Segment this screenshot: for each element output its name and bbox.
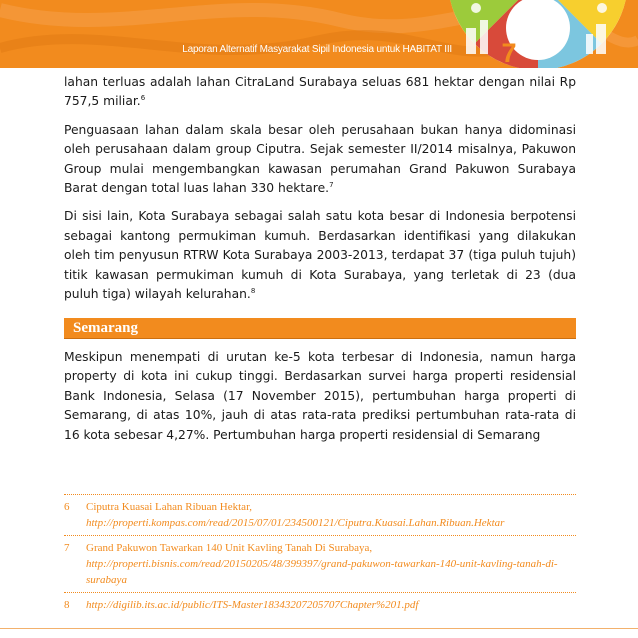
paragraph: lahan terluas adalah lahan CitraLand Surabaya seluas 681 hektar dengan nilai Rp 757,5 miliar.$^6$	[64, 75, 576, 109]
body-text	[64, 73, 576, 313]
footnote-item	[64, 536, 576, 593]
footnote-ref: 7	[329, 180, 334, 189]
footnotes	[64, 494, 576, 617]
section-heading-bar	[64, 318, 576, 339]
footnote-link[interactable]: http://properti.kompas.com/read/2015/07/01/234500121/Ciputra.Kuasai.Lahan.Ribuan.Hektar	[86, 517, 505, 529]
bottom-rule	[0, 628, 638, 629]
footnote-number: 7	[64, 542, 70, 554]
footnote-ref: 6	[140, 94, 146, 103]
section-title: Semarang	[73, 320, 138, 336]
paragraph: Di sisi lain, Kota Surabaya sebagai salah satu kota besar di Indonesia berpotensi sebagai kantong permukiman kumuh. Berdasarkan identifikasi yang dilakukan oleh tim penyusun RTRW Kota Surabaya 2003-2013, terdapat 37 (tiga puluh tujuh) titik kawasan permukiman kumuh di Kota Surabaya, yang terletak di 23 (dua puluh tiga) wilayah kelurahan.$^8$	[64, 209, 576, 302]
footnote-number: 6	[64, 501, 70, 513]
footnote-text: Grand Pakuwon Tawarkan 140 Unit Kavling Tanah Di Surabaya,	[86, 542, 373, 554]
footnote-ref: 8	[250, 286, 256, 295]
footnote-item	[64, 495, 576, 536]
footnote-item	[64, 593, 576, 617]
footnote-link[interactable]: http://digilib.its.ac.id/public/ITS-Master18343207205707Chapter%201.pdf	[86, 599, 419, 611]
paragraph: Penguasaan lahan dalam skala besar oleh perusahaan bukan hanya didominasi oleh perusahaan dalam group Ciputra. Sejak semester II/2014 misalnya, Pakuwon Group mulai mengembangkan kawasan perumahan Grand Pakuwon Surabaya Barat dengan total luas lahan 330 hektare.$^7$	[64, 122, 576, 196]
page-header	[0, 0, 638, 68]
section-paragraph: Meskipun menempati di urutan ke-5 kota terbesar di Indonesia, namun harga property di kota ini cukup tinggi. Berdasarkan survei harga properti residensial Bank Indonesia, Selasa (17 November 2015), pertumbuhan harga properti di Semarang, di atas 10%, jauh di atas rata-rata prediksi pertumbuhan rata-rata di 16 kota sebesar 4,27%. Pertumbuhan harga properti residensial di Semarang	[64, 350, 576, 442]
page-number: 7	[501, 38, 517, 68]
report-title: Laporan Alternatif Masyarakat Sipil Indonesia untuk HABITAT III	[182, 44, 452, 55]
city-badge-icon	[446, 0, 630, 68]
footnote-number: 8	[64, 599, 70, 611]
footnote-text: Ciputra Kuasai Lahan Ribuan Hektar,	[86, 501, 253, 513]
footnote-link[interactable]: http://properti.bisnis.com/read/20150205/48/399397/grand-pakuwon-tawarkan-140-unit-kavling-tanah-di-surabaya	[86, 558, 558, 586]
